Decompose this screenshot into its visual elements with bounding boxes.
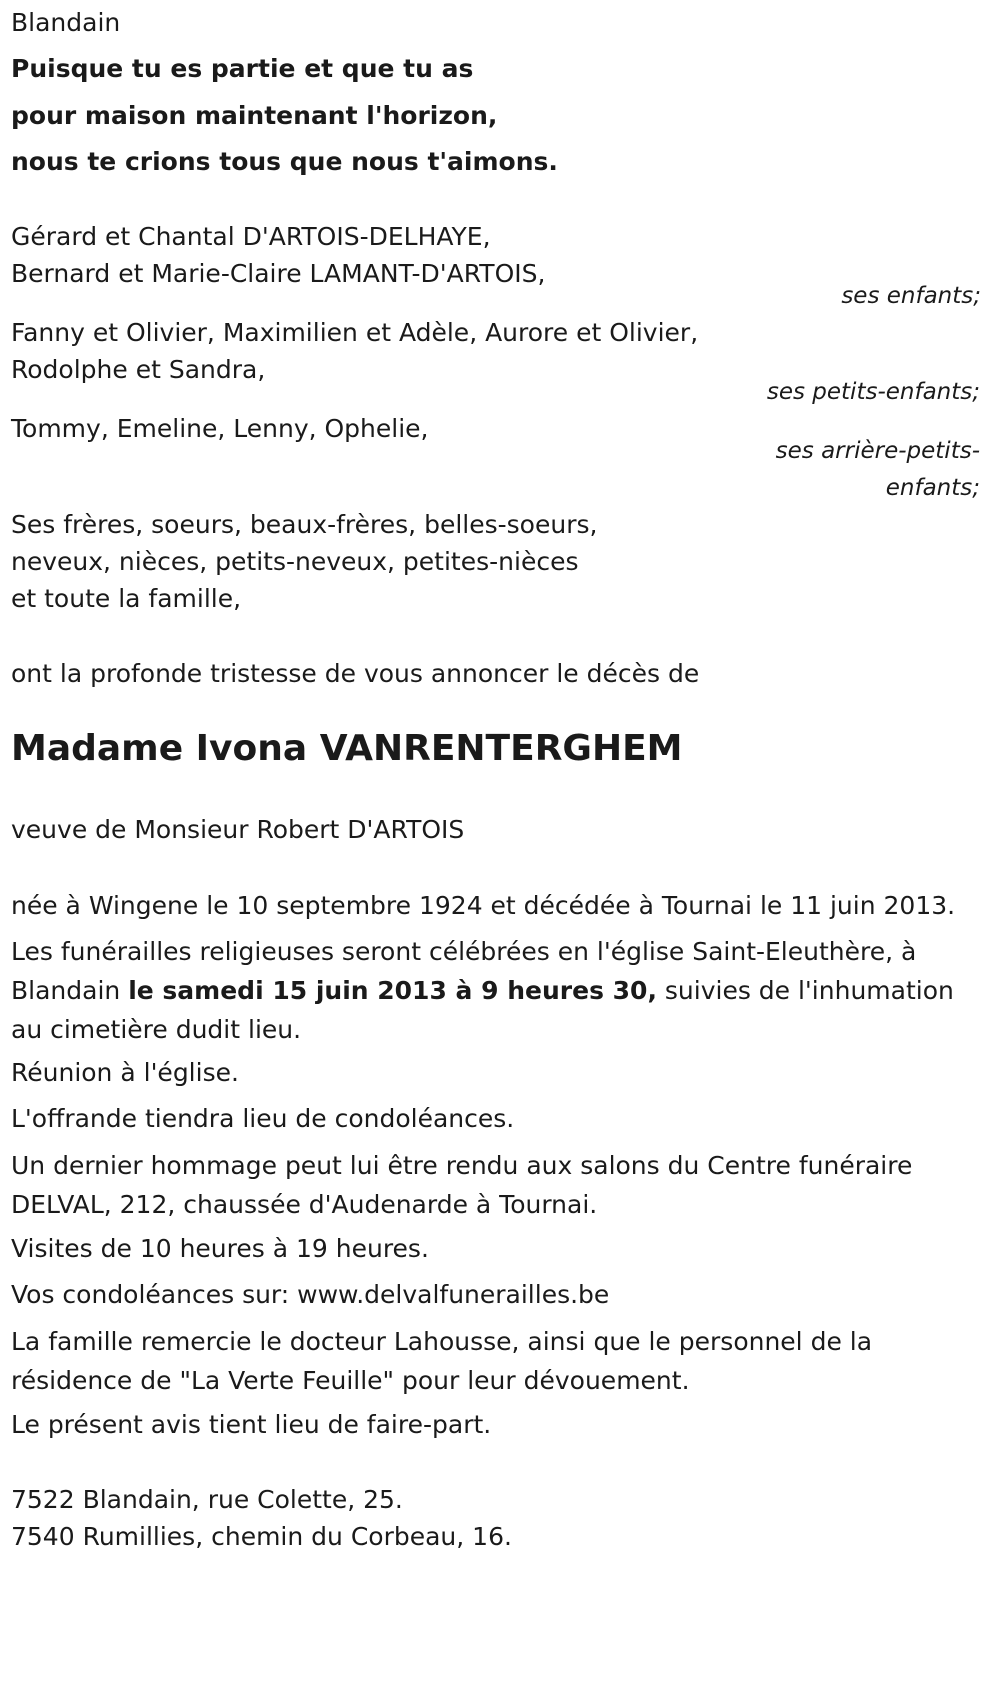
address-line-2: 7540 Rumillies, chemin du Corbeau, 16. [11, 1522, 512, 1551]
grandchildren-line-1: Fanny et Olivier, Maximilien et Adèle, Aurore et Olivier, [11, 318, 699, 347]
deceased-name: Madame Ivona VANRENTERGHEM [11, 728, 683, 769]
funeral-date-bold: le samedi 15 juin 2013 à 9 heures 30, [128, 976, 657, 1005]
poem-line-2: pour maison maintenant l'horizon, [11, 101, 498, 130]
great-grandchildren-line: Tommy, Emeline, Lenny, Ophelie, [11, 414, 429, 443]
extended-family-line-2: neveux, nièces, petits-neveux, petites-nièces [11, 547, 579, 576]
children-line-1: Gérard et Chantal D'ARTOIS-DELHAYE, [11, 222, 491, 251]
children-role: ses enfants; [841, 283, 981, 309]
funeral-text-after: suivies de l'inhumation au cimetière dudit lieu. [11, 976, 954, 1044]
address-line-1: 7522 Blandain, rue Colette, 25. [11, 1485, 403, 1514]
great-grandchildren-role-1: ses arrière-petits- [775, 438, 980, 464]
extended-family-line-1: Ses frères, soeurs, beaux-frères, belles-soeurs, [11, 510, 598, 539]
visits-line: Visites de 10 heures à 19 heures. [11, 1234, 429, 1263]
widow-of-line: veuve de Monsieur Robert D'ARTOIS [11, 815, 465, 844]
place-header: Blandain [11, 8, 121, 37]
grandchildren-line-2: Rodolphe et Sandra, [11, 355, 266, 384]
poem-line-1: Puisque tu es partie et que tu as [11, 54, 474, 83]
funeral-text-before: Les funérailles religieuses seront célébrées en l'église Saint-Eleuthère, à Blandain [11, 937, 917, 1005]
birth-death-line: née à Wingene le 10 septembre 1924 et décédée à Tournai le 11 juin 2013. [11, 891, 956, 920]
children-line-2: Bernard et Marie-Claire LAMANT-D'ARTOIS, [11, 259, 546, 288]
grandchildren-role: ses petits-enfants; [766, 379, 980, 405]
meeting-line: Réunion à l'église. [11, 1058, 239, 1087]
tribute-paragraph: Un dernier hommage peut lui être rendu aux salons du Centre funéraire DELVAL, 212, chaussée d'Audenarde à Tournai. [11, 1151, 913, 1219]
notice-line: Le présent avis tient lieu de faire-part. [11, 1410, 492, 1439]
offering-line: L'offrande tiendra lieu de condoléances. [11, 1104, 515, 1133]
announcement-text: ont la profonde tristesse de vous annoncer le décès de [11, 659, 700, 688]
condolences-line: Vos condoléances sur: www.delvalfunerailles.be [11, 1280, 610, 1309]
funeral-paragraph [11, 932, 971, 1049]
great-grandchildren-role-2: enfants; [885, 475, 980, 501]
poem-line-3: nous te crions tous que nous t'aimons. [11, 147, 558, 176]
extended-family-line-3: et toute la famille, [11, 584, 242, 613]
thanks-paragraph: La famille remercie le docteur Lahousse, ainsi que le personnel de la résidence de "La Verte Feuille" pour leur dévouement. [11, 1327, 873, 1395]
